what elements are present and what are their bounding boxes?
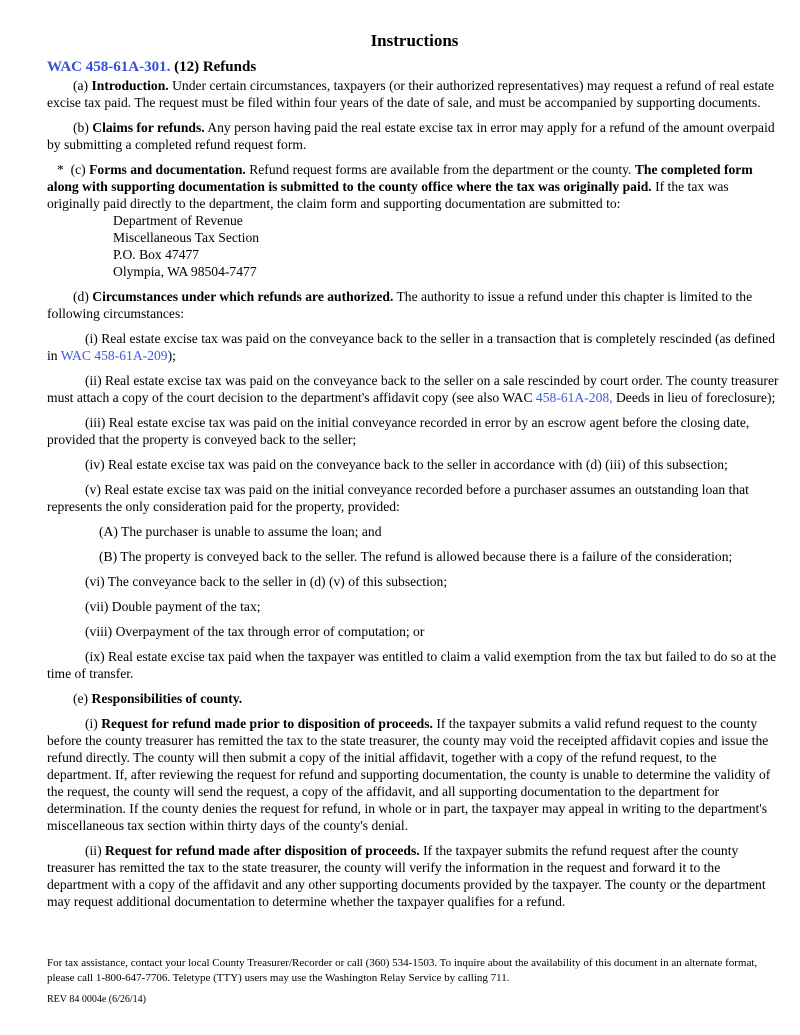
heading-a: Introduction. <box>91 78 169 93</box>
item-text: ); <box>167 348 176 363</box>
paragraph-b <box>47 119 782 153</box>
text-c-1: Refund request forms are available from the department or the county. <box>245 162 635 177</box>
heading-b: Claims for refunds. <box>92 120 205 135</box>
item-d-vii: (vii) Double payment of the tax; <box>85 599 261 614</box>
address-line: Miscellaneous Tax Section <box>113 230 260 245</box>
address-line: P.O. Box 47477 <box>113 247 200 262</box>
page-title: Instructions <box>370 31 459 50</box>
item-d-iii: (iii) Real estate excise tax was paid on the initial conveyance recorded in error by an escrow agent before the closing date, provided that the property is conveyed back to the seller; <box>47 415 750 447</box>
label-e-ii: (ii) <box>85 843 106 858</box>
item-d-i <box>47 330 782 364</box>
label-d: (d) <box>73 289 93 304</box>
document-page <box>47 30 782 918</box>
label-a: (a) <box>73 78 92 93</box>
item-d-iv: (iv) Real estate excise tax was paid on the conveyance back to the seller in accordance with (d) (iii) of this subsection; <box>85 457 728 472</box>
address-line: Olympia, WA 98504-7477 <box>113 264 257 279</box>
item-d-viii: (viii) Overpayment of the tax through error of computation; or <box>85 624 425 639</box>
text-d: The authority to issue a refund under this chapter is limited to the following circumstances: <box>47 289 753 321</box>
heading-e-ii: Request for refund made after disposition of proceeds. <box>105 843 420 858</box>
item-d-v: (v) Real estate excise tax was paid on the initial conveyance recorded before a purchaser assumes an outstanding loan that represents the only consideration paid for the property, provided: <box>47 482 749 514</box>
wac-208-link[interactable]: 458-61A-208, <box>535 390 613 405</box>
footer-assistance-text: For tax assistance, contact your local County Treasurer/Recorder or call (360) 534-1503. To inquire about the availability of this document in an alternate format, please call 1-800-647-7706. Teletype (TTY) users may use the Washington Relay Service by calling 711. <box>47 957 758 984</box>
item-d-v-b: (B) The property is conveyed back to the seller. The refund is allowed because there is a failure of the consideration; <box>99 549 733 564</box>
item-d-v-a: (A) The purchaser is unable to assume the loan; and <box>99 524 382 539</box>
item-d-ix: (ix) Real estate excise tax paid when the taxpayer was entitled to claim a valid exemption from the tax but failed to do so at the time of transfer. <box>47 649 777 681</box>
text-e-ii: If the taxpayer submits the refund request after the county treasurer has remitted the tax to the state treasurer, the county will verify the information in the request and forward it to the department with a copy of the affidavit and any other supporting documents provided by the taxpayer. The county or the department may request additional documentation to determine whether the taxpayer qualifies for a refund. <box>47 843 766 909</box>
text-b: Any person having paid the real estate excise tax in error may apply for a refund of the amount overpaid by submitting a completed refund request form. <box>47 120 775 152</box>
item-text: (ii) Real estate excise tax was paid on the conveyance back to the seller on a sale rescinded by court order. The county treasurer must attach a copy of the court decision to the department's affidavit copy (see also WAC <box>47 373 779 405</box>
bold-c-2: The completed form along with supporting documentation is submitted to the county office where the tax was originally paid. <box>47 162 753 194</box>
item-e-ii <box>47 842 782 910</box>
wac-301-link[interactable]: WAC 458-61A-301. <box>47 59 171 75</box>
paragraph-e <box>47 690 782 707</box>
item-text: (i) Real estate excise tax was paid on the conveyance back to the seller in a transaction that is completely rescinded (as defined in <box>47 331 775 363</box>
item-text: Deeds in lieu of foreclosure); <box>612 390 776 405</box>
heading-c: Forms and documentation. <box>89 162 246 177</box>
item-d-ii <box>47 372 782 406</box>
label-e: (e) <box>73 691 92 706</box>
section-heading <box>47 58 782 77</box>
address-line: Department of Revenue <box>113 213 243 228</box>
section-heading-text: (12) Refunds <box>170 59 257 75</box>
paragraph-c <box>47 161 782 212</box>
label-b: (b) <box>73 120 93 135</box>
form-revision: REV 84 0004e (6/26/14) <box>47 994 146 1005</box>
heading-e: Responsibilities of county. <box>91 691 243 706</box>
text-c-2: If the tax was originally paid directly to the department, the claim form and supporting documentation are submitted to: <box>47 179 729 211</box>
text-a: Under certain circumstances, taxpayers (or their authorized representatives) may request a refund of real estate excise tax paid. The request must be filed within four years of the date of sale, and must be accompanied by supporting documents. <box>47 78 775 110</box>
heading-e-i: Request for refund made prior to disposition of proceeds. <box>101 716 433 731</box>
mailing-address <box>47 212 782 280</box>
paragraph-a <box>47 77 782 111</box>
text-e-i: If the taxpayer submits a valid refund request to the county before the county treasurer has remitted the tax to the state treasurer, the county may void the receipted affidavit copies and issue the refund directly. The county will then submit a copy of the initial affidavit, together with a copy of the refund request, to the department. If, after reviewing the request for refund and supporting documentation, the county is unable to determine the validity of the request, the county will send the request, a copy of the affidavit, and all supporting documentation to the department for determination. If the county denies the request for refund, in whole or in part, the taxpayer may appeal in writing to the department's miscellaneous tax section within thirty days of the county's denial. <box>47 716 771 833</box>
label-c: * (c) <box>57 162 90 177</box>
item-d-vi: (vi) The conveyance back to the seller in (d) (v) of this subsection; <box>85 574 448 589</box>
label-e-i: (i) <box>85 716 102 731</box>
page-footer <box>47 956 782 1013</box>
heading-d: Circumstances under which refunds are authorized. <box>92 289 394 304</box>
paragraph-d <box>47 288 782 322</box>
item-e-i <box>47 715 782 834</box>
wac-209-link[interactable]: WAC 458-61A-209 <box>60 348 168 363</box>
